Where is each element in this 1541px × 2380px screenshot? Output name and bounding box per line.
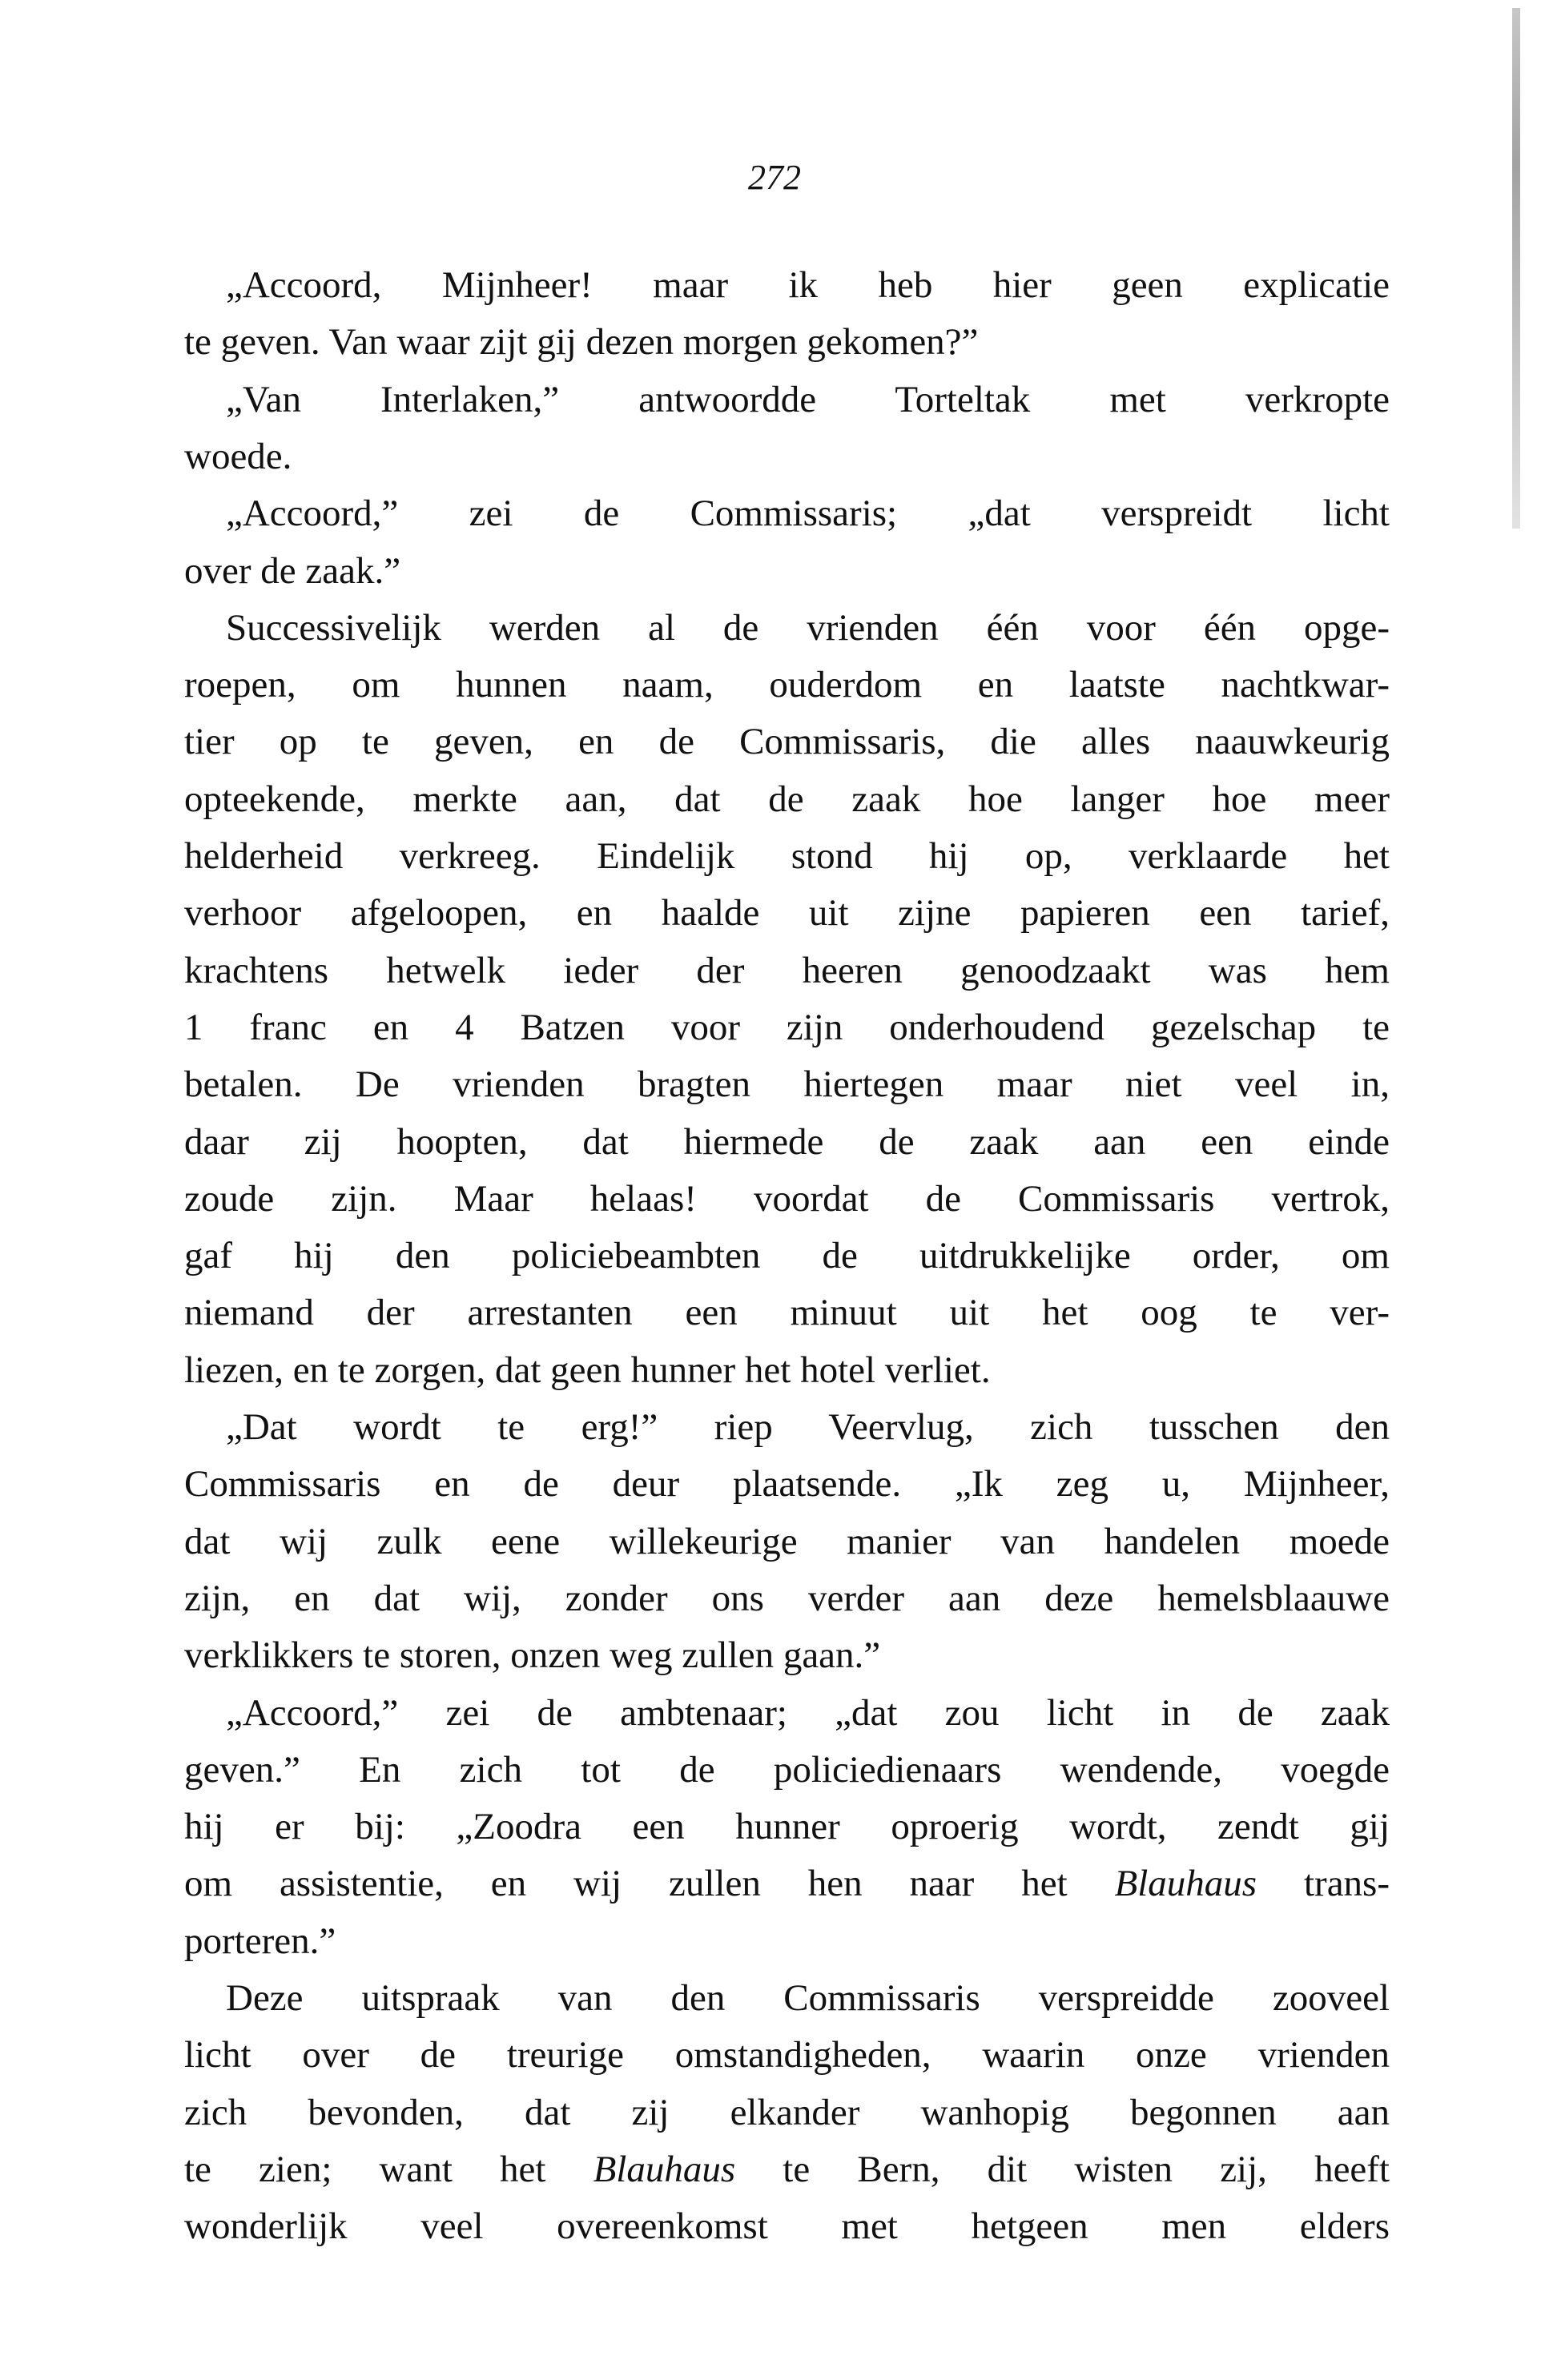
- text-line: opteekende, merkte aan, dat de zaak hoe langer hoe meer: [184, 778, 1390, 820]
- text-line: „Accoord,” zei de Commissaris; „dat verspreidt licht: [226, 492, 1390, 535]
- italic-term: Blauhaus: [593, 2148, 736, 2190]
- text-line: over de zaak.”: [184, 549, 401, 592]
- text-line: „Van Interlaken,” antwoordde Torteltak met verkropte: [226, 378, 1390, 420]
- scan-edge-mark: [1512, 8, 1520, 529]
- text-line: helderheid verkreeg. Eindelijk stond hij op, verklaarde het: [184, 835, 1390, 877]
- text-line: te geven. Van waar zijt gij dezen morgen gekomen?”: [184, 321, 979, 364]
- text-line: 1 franc en 4 Batzen voor zijn onderhoudend gezelschap te: [184, 1006, 1390, 1048]
- italic-term: Blauhaus: [1114, 1863, 1257, 1905]
- text-line: dat wij zulk eene willekeurige manier van handelen moede: [184, 1520, 1390, 1562]
- text-line: licht over de treurige omstandigheden, waarin onze vrienden: [184, 2034, 1390, 2076]
- text-line: niemand der arrestanten een minuut uit het oog te ver-: [184, 1292, 1390, 1334]
- text-line: liezen, en te zorgen, dat geen hunner het hotel verliet.: [184, 1349, 991, 1391]
- text-line: porteren.”: [184, 1920, 336, 1962]
- text-line: wonderlijk veel overeenkomst met hetgeen men elders: [184, 2205, 1390, 2248]
- text-line: geven.” En zich tot de policiedienaars wendende, voegde: [184, 1748, 1390, 1791]
- text-line: daar zij hoopten, dat hiermede de zaak aan een einde: [184, 1120, 1390, 1163]
- text-line: zich bevonden, dat zij elkander wanhopig begonnen aan: [184, 2091, 1390, 2133]
- text-line: betalen. De vrienden bragten hiertegen maar niet veel in,: [184, 1063, 1390, 1106]
- text-line: Commissaris en de deur plaatsende. „Ik zeg u, Mijnheer,: [184, 1463, 1390, 1506]
- text-line: Successivelijk werden al de vrienden één voor één opge-: [226, 606, 1390, 649]
- text-line: te zien; want het Blauhaus te Bern, dit wisten zij, heeft: [184, 2148, 1390, 2190]
- text-line: om assistentie, en wij zullen hen naar het Blauhaus trans-: [184, 1863, 1390, 1905]
- text-line: verklikkers te storen, onzen weg zullen gaan.”: [184, 1634, 881, 1677]
- text-line: zijn, en dat wij, zonder ons verder aan deze hemelsblaauwe: [184, 1577, 1390, 1619]
- text-line: tier op te geven, en de Commissaris, die alles naauwkeurig: [184, 721, 1390, 763]
- text-line: roepen, om hunnen naam, ouderdom en laatste nachtkwar-: [184, 664, 1390, 706]
- text-line: zoude zijn. Maar helaas! voordat de Commissaris vertrok,: [184, 1177, 1390, 1220]
- text-line: Deze uitspraak van den Commissaris verspreidde zooveel: [226, 1977, 1390, 2019]
- text-line: woede.: [184, 435, 292, 477]
- text-line: krachtens hetwelk ieder der heeren genoodzaakt was hem: [184, 949, 1390, 991]
- text-line: „Accoord,” zei de ambtenaar; „dat zou licht in de zaak: [226, 1691, 1390, 1734]
- text-line: gaf hij den policiebeambten de uitdrukkelijke order, om: [184, 1235, 1390, 1277]
- text-line: „Accoord, Mijnheer! maar ik heb hier geen explicatie: [226, 264, 1390, 306]
- text-line: verhoor afgeloopen, en haalde uit zijne papieren een tarief,: [184, 892, 1390, 935]
- text-line: „Dat wordt te erg!” riep Veervlug, zich tusschen den: [226, 1406, 1390, 1448]
- text-line: hij er bij: „Zoodra een hunner oproerig wordt, zendt gij: [184, 1806, 1390, 1848]
- page-number: 272: [748, 158, 801, 197]
